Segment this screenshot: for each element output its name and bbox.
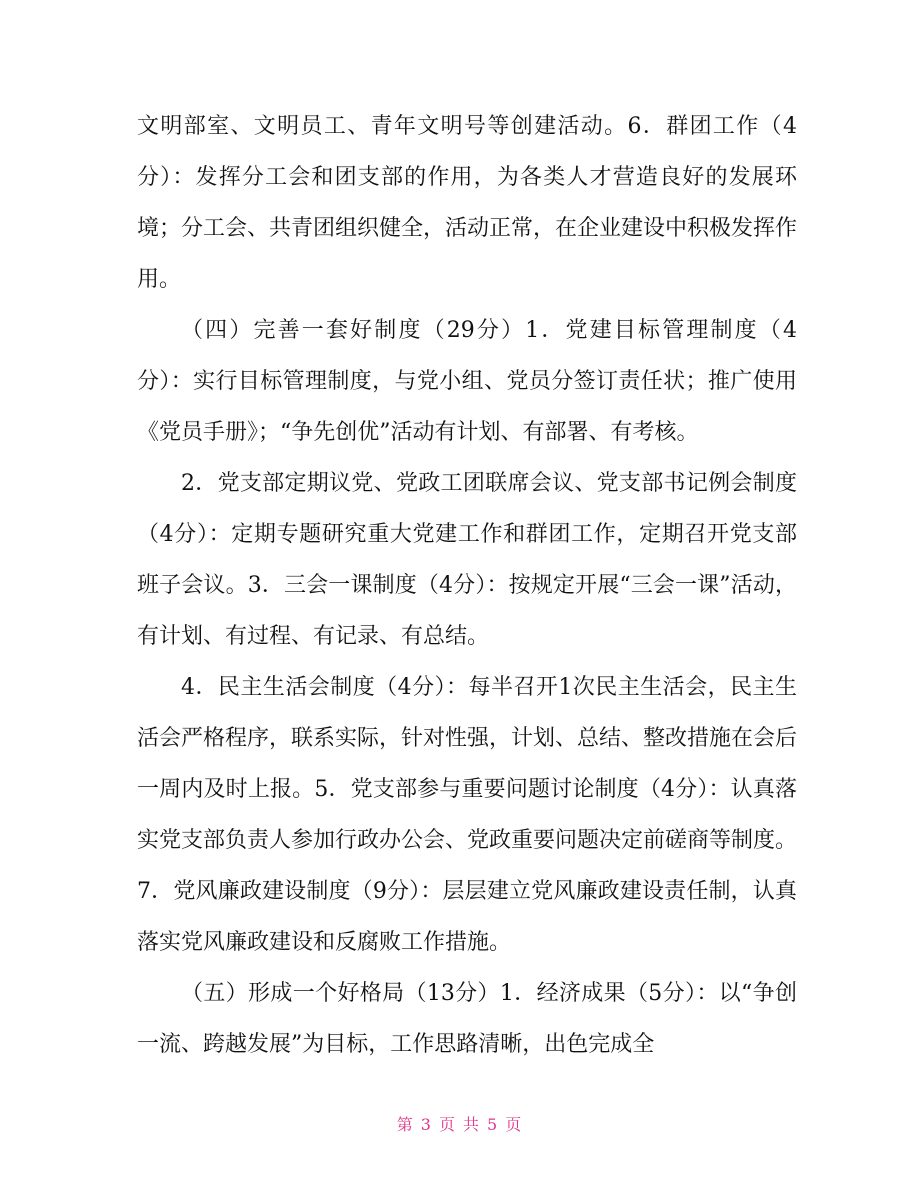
footer-total-pages: 5 [487, 1115, 500, 1134]
paragraph-4: 4．民主生活会制度（4分）：每半召开1次民主生活会，民主生活会严格程序，联系实际，针对性强，计划、总结、整改措施在会后一周内及时上报。5．党支部参与重要问题讨论制度（4分）：认真落实党支部负责人参加行政办公会、党政重要问题决定前磋商等制度。7．党风廉政建设制度（9分）：层层建立党风廉政建设责任制，认真落实党风廉政建设和反腐败工作措施。 [137, 675, 798, 955]
page-footer [0, 1112, 920, 1135]
paragraph-1: 文明部室、文明员工、青年文明号等创建活动。6．群团工作（4分）：发挥分工会和团支部的作用，为各类人才营造良好的发展环境；分工会、共青团组织健全，活动正常，在企业建设中积极发挥作用。 [137, 114, 798, 292]
footer-current-page: 3 [420, 1115, 433, 1134]
footer-label-ye2: 页 [505, 1115, 524, 1134]
paragraph-5: （五）形成一个好格局（13分）1．经济成果（5分）：以“争创一流、跨越发展”为目标，工作思路清晰，出色完成全 [137, 981, 797, 1057]
footer-label-di: 第 [396, 1115, 415, 1134]
footer-label-gong: 共 [463, 1115, 482, 1134]
paragraph-2: （四）完善一套好制度（29分）1．党建目标管理制度（4分）：实行目标管理制度，与党小组、党员分签订责任状；推广使用《党员手册》；“争先创优”活动有计划、有部署、有考核。 [137, 318, 797, 445]
paragraph-3: 2．党支部定期议党、党政工团联席会议、党支部书记例会制度（4分）：定期专题研究重大党建工作和群团工作，定期召开党支部班子会议。3．三会一课制度（4分）：按规定开展“三会一课”活动，有计划、有过程、有记录、有总结。 [137, 471, 797, 649]
document-body [137, 101, 797, 1070]
footer-label-ye: 页 [438, 1115, 457, 1134]
